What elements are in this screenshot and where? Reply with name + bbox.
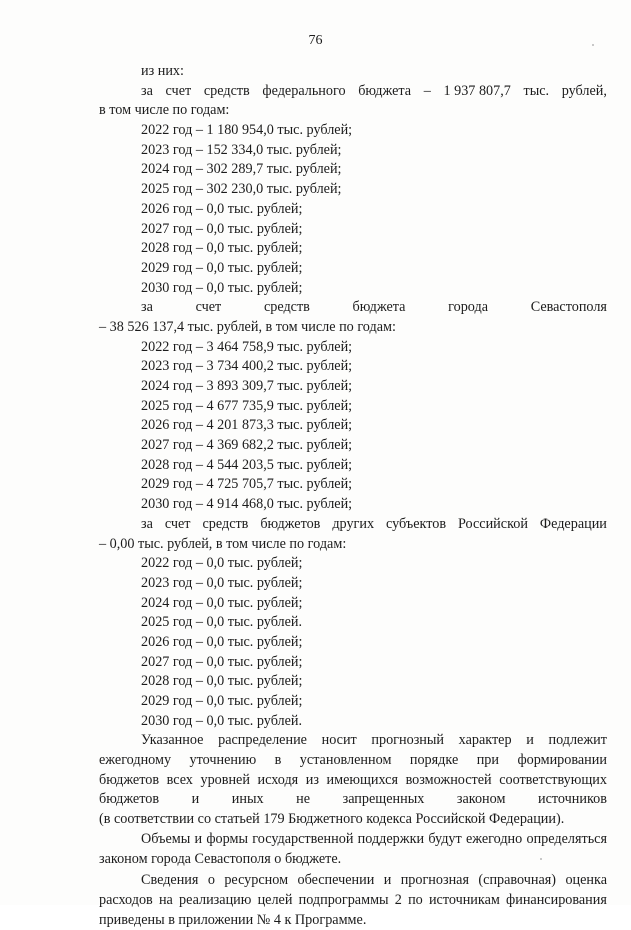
word: Севастополя [530,299,607,316]
word: счет [164,515,191,532]
word: города [448,299,488,316]
word: ресурсном [224,872,289,889]
text-line: приведены в приложении № 4 к Программе. [99,911,367,928]
justified-line [99,751,607,771]
word: других [332,515,375,532]
list-item: 2028 год – 0,0 тыс. рублей; [141,673,303,690]
other-subjects-years-list [99,554,607,731]
paragraph-forecast-note [99,731,607,829]
justified-line [99,891,607,911]
list-item: 2025 год – 302 230,0 тыс. рублей; [141,181,342,198]
list-item: 2023 год – 152 334,0 тыс. рублей; [141,141,342,158]
word: соответствующих [499,771,607,788]
text-line: в том числе по годам: [99,102,230,119]
list-item: 2029 год – 0,0 тыс. рублей; [141,259,303,276]
word: средств [202,515,249,532]
paragraph-resource-info [99,871,607,930]
justified-line [99,771,607,791]
list-item: 2027 год – 0,0 тыс. рублей; [141,220,303,237]
word: порядке [409,752,459,769]
word: будут [428,830,462,847]
word: Российской [458,515,528,532]
text-line: – 38 526 137,4 тыс. рублей, в том числе по годам: [99,318,396,335]
word: законом [456,791,506,808]
list-item: 2028 год – 0,0 тыс. рублей; [141,240,303,257]
word: обеспечении [297,872,375,889]
justified-line [99,298,607,318]
word: характер [458,732,512,749]
word: бюджетов [260,515,321,532]
list-item: 2029 год – 4 725 705,7 тыс. рублей; [141,476,353,493]
word: и [191,791,200,808]
word: при [476,752,499,769]
list-item: 2026 год – 0,0 тыс. рублей; [141,200,303,217]
list-item: 2024 год – 3 893 309,7 тыс. рублей; [141,378,353,394]
word: в [274,752,282,769]
list-item: 2030 год – 4 914 468,0 тыс. рублей; [141,496,353,513]
document-body [99,62,607,930]
list-item: 2026 год – 4 201 873,3 тыс. рублей; [141,417,353,434]
word: бюджета [358,82,412,99]
word: ежегодному [99,752,172,769]
word: бюджета [352,299,406,316]
word: Указанное [141,732,204,749]
word: на [158,891,173,908]
list-item: 2022 год – 3 464 758,9 тыс. рублей; [141,338,353,355]
word: установленном [299,752,392,769]
justified-line [99,82,607,102]
justified-line [99,731,607,751]
list-item: 2030 год – 0,0 тыс. рублей; [141,279,303,296]
text-line: (в соответствии со статьей 179 Бюджетного кодекса Российской Федерации). [99,811,565,828]
word: бюджетов [99,791,160,808]
word: уровней [200,771,250,788]
word: – [423,82,431,99]
word: Федерации [539,515,607,532]
page-number: 76 [308,33,323,48]
list-item: 2023 год – 0,0 тыс. рублей; [141,574,303,591]
word: по [408,891,423,908]
word: бюджетов [99,771,160,788]
word: распределение [218,732,307,749]
word: носит [321,732,357,749]
word: прогнозный [371,732,445,749]
list-item: 2024 год – 302 289,7 тыс. рублей; [141,161,342,178]
word: федерального [262,82,346,99]
word: поддержки [357,830,425,847]
word: финансирования [506,891,607,908]
word: подлежит [548,732,607,749]
list-item: 2023 год – 3 734 400,2 тыс. рублей; [141,358,353,375]
word: из [305,771,319,788]
word: источников [538,791,607,808]
word: Объемы [141,830,191,847]
list-item: 2027 год – 0,0 тыс. рублей; [141,653,303,670]
word: формировании [517,752,607,769]
word: возможностей [405,771,492,788]
word: (справочная) [478,872,557,889]
word: источникам [428,891,500,908]
city-budget-years-list [99,338,607,515]
list-item: 2022 год – 1 180 954,0 тыс. рублей; [141,122,353,139]
word: целей [257,891,293,908]
word: всех [166,771,193,788]
text-line: законом города Севастополя о бюджете. [99,850,342,867]
list-item: 2028 год – 4 544 203,5 тыс. рублей; [141,456,353,473]
paragraph-state-support [99,830,607,869]
word: государственной [252,830,354,847]
word: средств [203,82,250,99]
word: счет [165,82,192,99]
word: рублей, [561,82,607,99]
text-line: из них: [141,63,184,79]
list-item: 2025 год – 4 677 735,9 тыс. рублей; [141,397,353,414]
word: 1 937 807,7 [443,82,511,99]
scan-speck [540,858,542,860]
justified-line [99,515,607,535]
word: не [296,791,311,808]
word: и [383,872,392,889]
word: за [141,299,153,316]
word: субъектов [386,515,447,532]
word: оценка [565,872,607,889]
federal-budget-years-list [99,121,607,298]
word: и [194,830,203,847]
word: иных [231,791,264,808]
scan-speck [592,44,594,46]
word: средств [263,299,310,316]
word: запрещенных [342,791,425,808]
list-item: 2024 год – 0,0 тыс. рублей; [141,594,303,611]
word: прогнозная [400,872,470,889]
word: имеющихся [326,771,399,788]
justified-line [99,830,607,850]
text-line: – 0,00 тыс. рублей, в том числе по годам: [99,535,347,552]
word: определяться [526,830,607,847]
word: расходов [99,891,153,908]
list-item: 2022 год – 0,0 тыс. рублей; [141,555,303,572]
word: о [207,872,215,889]
word: реализацию [179,891,252,908]
justified-line [99,790,607,810]
list-item: 2030 год – 0,0 тыс. рублей. [141,712,303,729]
list-item: 2027 год – 4 369 682,2 тыс. рублей; [141,437,353,454]
word: уточнению [189,752,257,769]
word: исходя [257,771,299,788]
word: подпрограммы [298,891,389,908]
word: Сведения [141,872,199,889]
list-item: 2026 год – 0,0 тыс. рублей; [141,633,303,650]
word: счет [195,299,222,316]
word: 2 [394,891,402,908]
list-item: 2025 год – 0,0 тыс. рублей. [141,614,303,631]
justified-line [99,871,607,891]
word: формы [206,830,249,847]
word: тыс. [523,82,550,99]
word: за [141,515,153,532]
word: за [141,82,153,99]
list-item: 2029 год – 0,0 тыс. рублей; [141,693,303,709]
word: ежегодно [465,830,523,847]
word: и [526,732,534,749]
